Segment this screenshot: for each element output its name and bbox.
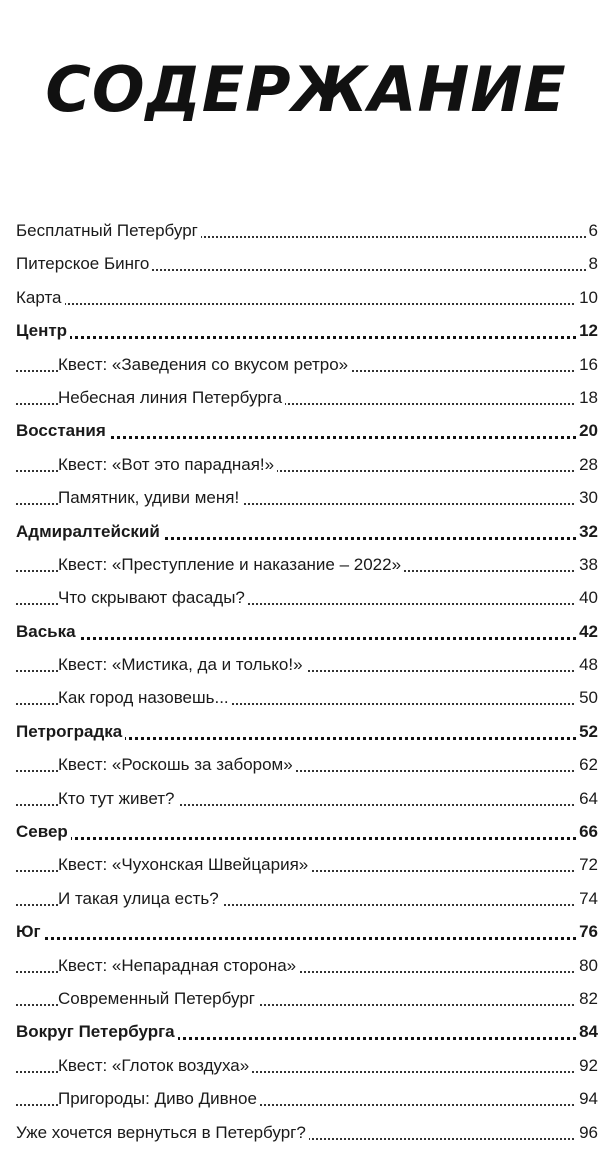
toc-entry-title: Пригороды: Диво Дивное [58, 1082, 260, 1115]
toc-entry[interactable] [0, 581, 612, 614]
toc-entry-title: Юг [16, 915, 44, 948]
toc-page-number: 6 [586, 214, 598, 247]
dot-leader [16, 937, 594, 940]
dot-leader [16, 303, 594, 305]
toc-entry-title: Квест: «Роскошь за забором» [58, 748, 296, 781]
toc-entry-title: Что скрывают фасады? [58, 581, 248, 614]
toc-entry-title: Квест: «Непарадная сторона» [58, 949, 299, 982]
toc-entry[interactable] [0, 681, 612, 714]
page-title: СОДЕРЖАНИЕ [45, 52, 567, 126]
toc-entry-title: Восстания [16, 414, 109, 447]
toc-section-entry[interactable] [0, 515, 612, 548]
toc-entry[interactable] [0, 648, 612, 681]
toc-page-number: 40 [576, 581, 598, 614]
toc-entry-title: Кто тут живет? [58, 782, 178, 815]
toc-page-number: 72 [576, 848, 598, 881]
toc-entry-title: Питерское Бинго [16, 247, 152, 280]
toc-entry-title: И такая улица есть? [58, 882, 222, 915]
toc-page-number: 18 [576, 381, 598, 414]
toc-page-number: 80 [576, 949, 598, 982]
toc-page-number: 82 [576, 982, 598, 1015]
toc-entry-title: Квест: «Заведения со вкусом ретро» [58, 348, 351, 381]
toc-entry[interactable] [0, 949, 612, 982]
toc-section-entry[interactable] [0, 715, 612, 748]
toc-page-number: 8 [586, 247, 598, 280]
toc-entry-title: Центр [16, 314, 70, 347]
table-of-contents [0, 214, 612, 1149]
toc-entry[interactable] [0, 1082, 612, 1115]
toc-entry[interactable] [0, 448, 612, 481]
toc-page-number: 52 [576, 715, 598, 748]
toc-entry[interactable] [0, 848, 612, 881]
toc-page-number: 10 [576, 281, 598, 314]
toc-entry-title: Вокруг Петербурга [16, 1015, 178, 1048]
toc-entry-title: Квест: «Чухонская Швейцария» [58, 848, 311, 881]
toc-entry[interactable] [0, 982, 612, 1015]
dot-leader [16, 336, 594, 339]
toc-entry-title: Как город назовешь... [58, 681, 232, 714]
toc-entry-title: Памятник, удиви меня! [58, 481, 242, 514]
toc-page-number: 92 [576, 1049, 598, 1082]
toc-page-number: 94 [576, 1082, 598, 1115]
toc-page-number: 48 [576, 648, 598, 681]
toc-entry-title: Современный Петербург [58, 982, 258, 1015]
toc-entry[interactable] [0, 348, 612, 381]
toc-entry[interactable] [0, 281, 612, 314]
toc-page-number: 64 [576, 782, 598, 815]
toc-page-number: 76 [576, 915, 598, 948]
toc-entry[interactable] [0, 481, 612, 514]
toc-page-number: 28 [576, 448, 598, 481]
toc-page-number: 30 [576, 481, 598, 514]
toc-entry[interactable] [0, 882, 612, 915]
toc-page-number: 66 [576, 815, 598, 848]
toc-page-number: 32 [576, 515, 598, 548]
toc-section-entry[interactable] [0, 414, 612, 447]
toc-page-number: 20 [576, 414, 598, 447]
toc-page-number: 42 [576, 615, 598, 648]
toc-page-number: 12 [576, 314, 598, 347]
toc-entry-title: Квест: «Преступление и наказание – 2022» [58, 548, 404, 581]
toc-entry-title: Квест: «Глоток воздуха» [58, 1049, 252, 1082]
dot-leader [16, 637, 594, 640]
toc-entry-title: Адмиралтейский [16, 515, 163, 548]
toc-section-entry[interactable] [0, 615, 612, 648]
toc-page-number: 84 [576, 1015, 598, 1048]
toc-entry-title: Карта [16, 281, 65, 314]
toc-page-number: 62 [576, 748, 598, 781]
toc-section-entry[interactable] [0, 815, 612, 848]
toc-entry-title: Бесплатный Петербург [16, 214, 201, 247]
toc-page-number: 74 [576, 882, 598, 915]
dot-leader [16, 837, 594, 840]
toc-entry-title: Север [16, 815, 71, 848]
toc-page-number: 16 [576, 348, 598, 381]
toc-entry-title: Петроградка [16, 715, 125, 748]
toc-page-number: 38 [576, 548, 598, 581]
toc-entry-title: Квест: «Мистика, да и только!» [58, 648, 306, 681]
toc-entry-title: Уже хочется вернуться в Петербург? [16, 1116, 309, 1149]
toc-entry-title: Небесная линия Петербурга [58, 381, 285, 414]
toc-entry[interactable] [0, 548, 612, 581]
toc-section-entry[interactable] [0, 915, 612, 948]
toc-entry[interactable] [0, 748, 612, 781]
toc-entry[interactable] [0, 247, 612, 280]
toc-entry[interactable] [0, 1049, 612, 1082]
toc-entry[interactable] [0, 782, 612, 815]
toc-entry[interactable] [0, 214, 612, 247]
toc-entry-title: Васька [16, 615, 79, 648]
toc-entry[interactable] [0, 1116, 612, 1149]
toc-page-number: 50 [576, 681, 598, 714]
toc-entry[interactable] [0, 381, 612, 414]
toc-page-number: 96 [576, 1116, 598, 1149]
toc-section-entry[interactable] [0, 1015, 612, 1048]
toc-entry-title: Квест: «Вот это парадная!» [58, 448, 277, 481]
toc-section-entry[interactable] [0, 314, 612, 347]
